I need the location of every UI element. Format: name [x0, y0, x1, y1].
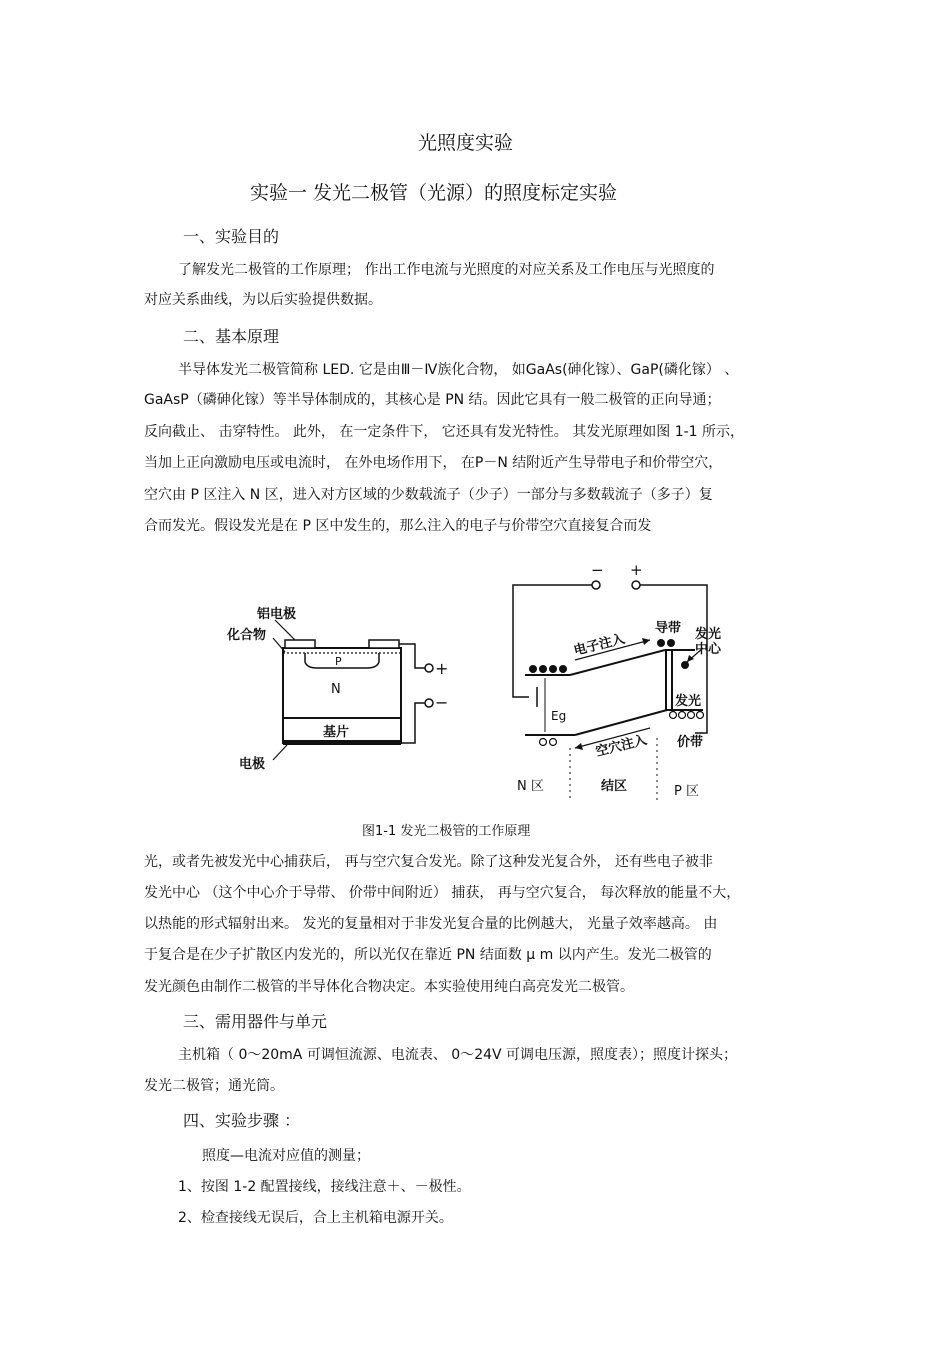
figure-caption: 图1-1 发光二极管的工作原理 [362, 824, 531, 839]
label-electrode: 电极 [239, 757, 266, 772]
paragraph-line: 照度—电流对应值的测量； [202, 1148, 370, 1164]
step-item: 1、按图 1-2 配置接线，接线注意＋、－极性。 [178, 1179, 471, 1195]
label-minus-left: − [435, 693, 449, 712]
paragraph-line: 对应关系曲线，为以后实验提供数据。 [144, 292, 382, 308]
label-substrate: 基片 [323, 725, 350, 740]
paragraph-line: 合而发光。假设发光是在 P 区中发生的，那么注入的电子与价带空穴直接复合而发 [144, 518, 652, 534]
section-heading-principle: 二、基本原理 [183, 327, 280, 346]
paragraph-line: 主机箱（ 0～20mA 可调恒流源、电流表、 0～24V 可调电压源，照度表）；照度计探头； [178, 1047, 738, 1063]
label-luminescence-center-text: 发光 [695, 627, 722, 642]
label-emission: 发光 [675, 694, 702, 709]
label-compound: 化合物 [227, 628, 267, 643]
label-al-electrode: 铝电极 [257, 607, 297, 622]
paragraph-line: 空穴由 P 区注入 N 区，进入对方区域的少数载流子（少子）一部分与多数载流子（多子）复 [144, 487, 713, 503]
section-heading-equipment: 三、需用器件与单元 [183, 1012, 328, 1031]
label-p-region: P 区 [674, 784, 699, 799]
paragraph-line: 半导体发光二极管简称 LED. 它是由Ⅲ－Ⅳ族化合物， 如GaAs(砷化镓）、GaP(磷化镓） 、 [178, 362, 739, 378]
label-n-region: N 区 [517, 779, 544, 794]
section-heading-steps: 四、实验步骤 ： [183, 1111, 301, 1130]
label-electron-injection: 电子注入 [572, 631, 627, 659]
paragraph-line: 以热能的形式辐射出来。 发光的复量相对于非发光复合量的比例越大， 光量子效率越高。 由 [144, 916, 718, 932]
paragraph-line: GaAsP（磷砷化镓）等半导体制成的，其核心是 PN 结。因此它具有一般二极管的正向导通； [144, 392, 721, 408]
paragraph-line: 光，或者先被发光中心捕获后， 再与空穴复合发光。除了这种发光复合外， 还有些电子被非 [144, 854, 713, 870]
paragraph-line: 发光颜色由制作二极管的半导体化合物决定。本实验使用纯白高亮发光二极管。 [144, 979, 634, 995]
paragraph-line: 发光中心 （这个中心介于导带、 价带中间附近） 捕获， 再与空穴复合， 每次释放的能量不大， [144, 885, 741, 901]
page-subtitle: 实验一 发光二极管（光源）的照度标定实验 [250, 182, 618, 204]
paragraph-line: 当加上正向激励电压或电流时， 在外电场作用下， 在P－N 结附近产生导带电子和价带空穴， [144, 455, 723, 471]
step-item: 2、检查接线无误后，合上主机箱电源开关。 [178, 1210, 453, 1226]
band-diagram [513, 561, 726, 800]
paragraph-line: 于复合是在少子扩散区内发光的，所以光仅在靠近 PN 结面数 μ m 以内产生。发光二极管的 [144, 947, 712, 963]
paragraph-line: 发光二极管；通光筒。 [144, 1078, 284, 1094]
label-luminescence-center [694, 626, 726, 657]
led-cross-section [226, 606, 448, 772]
section-heading-purpose: 一、实验目的 [183, 227, 280, 246]
label-hole-injection: 空穴注入 [594, 732, 649, 760]
label-valence-band: 价带 [677, 735, 704, 750]
label-plus-left: + [435, 659, 449, 678]
label-conduction-band: 导带 [655, 621, 682, 636]
label-p: P [335, 655, 342, 668]
label-luminescence-center-text-2: 中心 [695, 642, 722, 657]
paragraph-line: 反向截止、 击穿特性。 此外， 在一定条件下， 它还具有发光特性。 其发光原理如图 1-1 所示， [144, 424, 745, 440]
page-title: 光照度实验 [418, 132, 514, 154]
label-eg: Eg [551, 709, 567, 723]
led-principle-figure [225, 560, 745, 810]
label-minus-right: − [591, 561, 604, 579]
label-n: N [331, 682, 341, 697]
label-junction-region: 结区 [601, 779, 628, 794]
paragraph-line: 了解发光二极管的工作原理； 作出工作电流与光照度的对应关系及工作电压与光照度的 [178, 262, 715, 278]
label-plus-right: + [630, 561, 643, 579]
